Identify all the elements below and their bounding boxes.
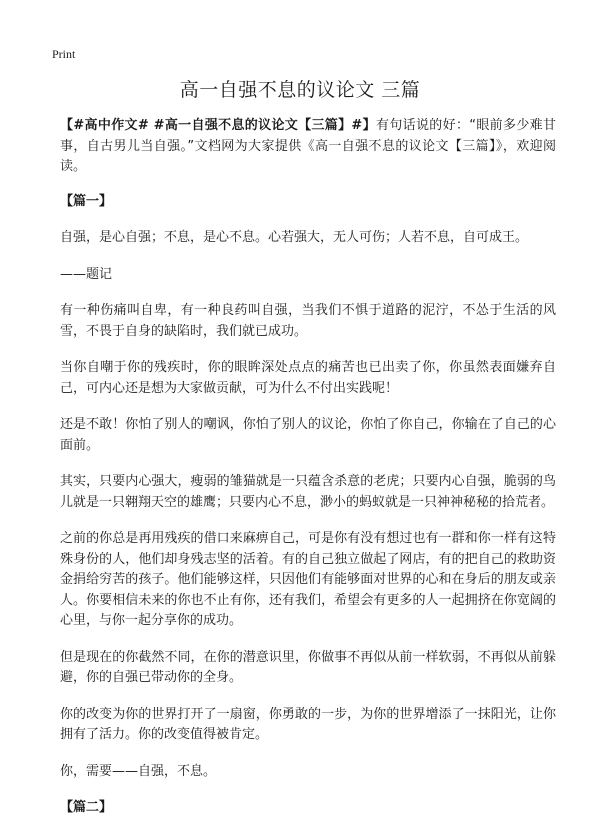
paragraph-epigraph: ——题记: [60, 266, 113, 282]
paragraph-8: 但是现在的你截然不同，在你的潜意识里，你做事不再似从前一样软弱，不再似从前躲避，你的自强已带动你的全身。: [60, 649, 556, 685]
paragraph-1: 自强，是心自强；不息，是心不息。心若强大，无人可伤；人若不息，自可成王。: [60, 230, 529, 245]
intro-paragraph: [60, 116, 556, 178]
article-body: [60, 116, 556, 835]
paragraph-9: 你的改变为你的世界打开了一扇窗，你勇敢的一步，为你的世界增添了一抹阳光，让你拥有了活力。你的改变值得被肯定。: [60, 706, 556, 742]
paragraph-6: 其实，只要内心强大，瘦弱的雏猫就是一只蕴含杀意的老虎；只要内心自强，脆弱的鸟儿就是一只翱翔天空的雄鹰；只要内心不息，渺小的蚂蚁就是一只神神秘秘的拾荒者。: [60, 474, 556, 510]
print-link[interactable]: Print: [52, 47, 76, 61]
section-heading-1: 【篇一】: [60, 193, 113, 209]
intro-tags: 【#高中作文# #高一自强不息的议论文【三篇】#】: [60, 118, 376, 133]
paragraph-10: 你，需要——自强，不息。: [60, 763, 217, 779]
intro-text: 有句话说的好：“眼前多少难甘事，自古男儿当自强。”文档网为大家提供《高一自强不息的议论文【三篇】》，欢迎阅读。: [60, 118, 556, 174]
page-title: 高一自强不息的议论文 三篇: [179, 79, 421, 101]
paragraph-7: 之前的你总是再用残疾的借口来麻痹自己，可是你有没有想过也有一群和你一样有这特殊身份的人，他们却身残志坚的活着。有的自己独立做起了网店，有的把自己的救助资金捐给穷苦的孩子。他们能够这样，只因他们有能够面对世界的心和在身后的朋友或亲人。你要相信未来的你也不止有你，还有我们，希望会有更多的人一起拥挤在你宽阔的心里，与你一起分享你的成功。: [60, 531, 556, 628]
paragraph-5: 还是不敢！你怕了别人的嘲讽，你怕了别人的议论，你怕了你自己，你输在了自己的心面前。: [60, 417, 556, 453]
paragraph-4: 当你自嘲于你的残疾时，你的眼眸深处点点的痛苦也已出卖了你，你虽然表面嫌弃自己，可内心还是想为大家做贡献，可为什么不付出实践呢！: [60, 360, 556, 396]
paragraph-3: 有一种伤痛叫自卑，有一种良药叫自强，当我们不惧于道路的泥泞，不怂于生活的风雪，不畏于自身的缺陷时，我们就已成功。: [60, 303, 556, 339]
section-heading-2: 【篇二】: [60, 800, 113, 815]
